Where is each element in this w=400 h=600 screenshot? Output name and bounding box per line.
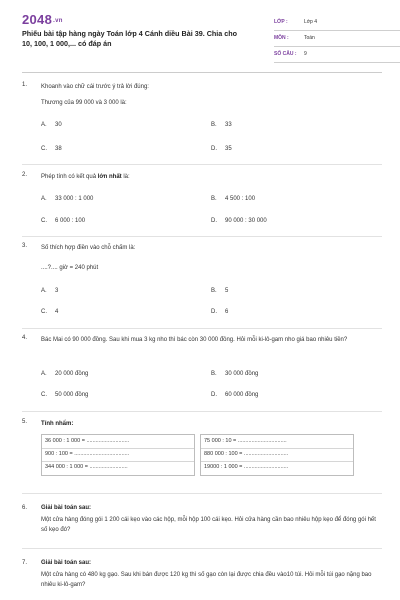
meta-class-label: LỚP :: [274, 19, 288, 25]
option-c[interactable]: C. 6 000 : 100: [41, 218, 86, 224]
meta-class-value: Lớp 4: [304, 19, 318, 25]
option-c[interactable]: C. 38: [41, 146, 62, 152]
option-d[interactable]: D. 6: [211, 309, 229, 315]
question-divider: [22, 236, 382, 237]
option-d[interactable]: D. 90 000 : 30 000: [211, 218, 267, 224]
calc-row-divider: [42, 461, 194, 462]
question-1: [22, 82, 384, 162]
option-a[interactable]: A. 30: [41, 122, 62, 128]
question-divider: [22, 411, 382, 412]
option-b[interactable]: B. 33: [211, 122, 232, 128]
meta-subject-label: MÔN :: [274, 35, 289, 41]
option-c[interactable]: C. 50 000 đồng: [41, 392, 89, 398]
worksheet-title: Phiếu bài tập hàng ngày Toán lớp 4 Cánh diều Bài 39. Chia cho 10, 100, 1 000,... có đáp án: [22, 29, 238, 48]
question-text: Một cửa hàng đóng gói 1 200 cái kẹo vào các hộp, mỗi hộp 100 cái kẹo. Hỏi cửa hàng cần bao nhiêu hộp kẹo để đóng gói hết số kẹo đó?: [41, 517, 376, 533]
calc-row-divider: [201, 461, 353, 462]
option-b[interactable]: B. 30 000 đồng: [211, 371, 259, 377]
header-divider: [22, 72, 382, 73]
question-number: 7.: [22, 560, 28, 566]
question-number: 5.: [22, 419, 28, 425]
option-b[interactable]: B. 4 500 : 100: [211, 196, 256, 202]
question-number: 3.: [22, 243, 28, 249]
question-number: 1.: [22, 82, 28, 88]
site-logo[interactable]: 2048.vn: [22, 12, 63, 27]
meta-count-row: [274, 48, 400, 63]
option-d[interactable]: D. 60 000 đồng: [211, 392, 259, 398]
meta-subject-value: Toán: [304, 35, 315, 41]
question-3: [22, 243, 384, 323]
question-number: 2.: [22, 172, 28, 178]
worksheet-meta: [274, 16, 400, 64]
calc-row[interactable]: 880 000 : 100 = .............................: [204, 451, 289, 457]
option-a[interactable]: A. 20 000 đồng: [41, 371, 89, 377]
question-title: Tính nhẩm:: [41, 421, 74, 427]
option-b[interactable]: B. 5: [211, 288, 229, 294]
question-text: Khoanh vào chữ cái trước ý trả lời đúng:: [41, 84, 149, 90]
question-title: Giải bài toán sau:: [41, 505, 92, 511]
question-text: Số thích hợp điền vào chỗ chấm là:: [41, 245, 136, 251]
calc-row-divider: [201, 448, 353, 449]
question-title: Giải bài toán sau:: [41, 560, 92, 566]
calc-row[interactable]: 19000 : 1 000 = .............................: [204, 464, 289, 470]
calc-row[interactable]: 75 000 : 10 = ................................: [204, 438, 287, 444]
question-number: 6.: [22, 505, 28, 511]
question-divider: [22, 548, 382, 549]
question-4: [22, 335, 384, 407]
calc-row-divider: [42, 448, 194, 449]
question-divider: [22, 493, 382, 494]
question-number: 4.: [22, 335, 28, 341]
question-5: [22, 419, 384, 489]
question-7: [22, 560, 384, 598]
meta-count-label: SỐ CÂU :: [274, 51, 297, 57]
question-text: Bác Mai có 90 000 đồng. Sau khi mua 3 kg nho thì bác còn 30 000 đồng. Hỏi mỗi ki-lô-gam nho giá bao nhiêu tiền?: [41, 337, 348, 343]
question-subtext: ....?.... giờ = 240 phút: [41, 265, 99, 271]
question-subtext: Thương của 99 000 và 3 000 là:: [41, 100, 127, 106]
calc-row[interactable]: 36 000 : 1 000 = ............................: [45, 438, 130, 444]
calc-box-left: [41, 434, 195, 476]
question-divider: [22, 328, 382, 329]
meta-subject-row: [274, 32, 400, 47]
question-text: Một cửa hàng có 480 kg gạo. Sau khi bán được 120 kg thì số gạo còn lại được chia đều vào10 túi. Hỏi mỗi túi gạo nặng bao nhiêu ki-lô-gam?: [41, 572, 372, 588]
calc-row[interactable]: 344 000 : 1 000 = .........................: [45, 464, 128, 470]
question-6: [22, 505, 384, 545]
meta-class-row: [274, 16, 400, 31]
question-text: Phép tính có kết quả lớn nhất là:: [41, 174, 130, 180]
question-divider: [22, 164, 382, 165]
option-d[interactable]: D. 35: [211, 146, 232, 152]
option-c[interactable]: C. 4: [41, 309, 59, 315]
worksheet-header: [22, 12, 384, 64]
question-2: [22, 172, 384, 232]
option-a[interactable]: A. 3: [41, 288, 59, 294]
calc-row[interactable]: 900 : 100 = ....................................: [45, 451, 130, 457]
meta-count-value: 9: [304, 51, 307, 57]
calc-box-right: [200, 434, 354, 476]
option-a[interactable]: A. 33 000 : 1 000: [41, 196, 94, 202]
